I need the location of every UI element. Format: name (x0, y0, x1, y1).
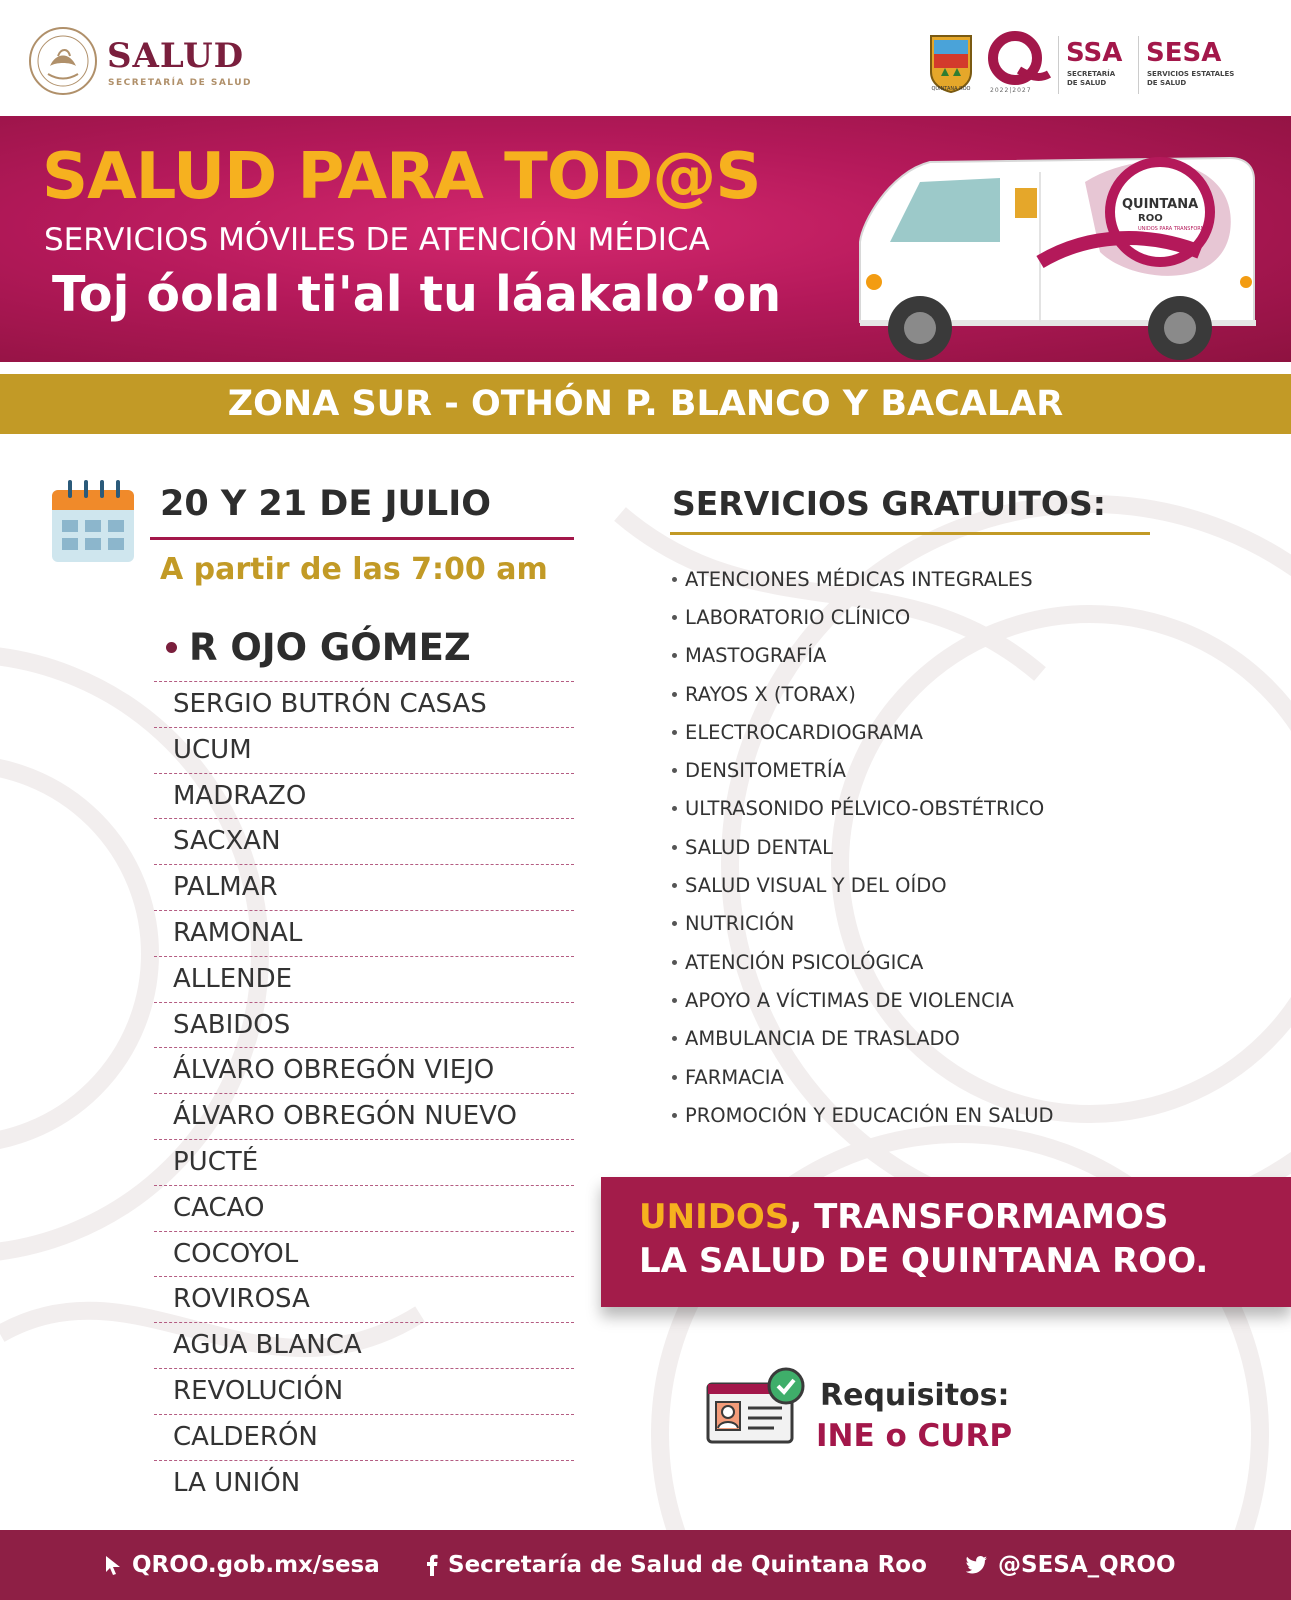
date-divider (150, 537, 574, 540)
footer-facebook[interactable] (426, 1552, 927, 1578)
location-item (154, 727, 574, 773)
bullet-icon (672, 1036, 677, 1041)
service-item-label: ATENCIONES MÉDICAS INTEGRALES (685, 567, 1033, 591)
brand-sesa-subtitle-1: SERVICIOS ESTATALES (1147, 70, 1235, 78)
service-item-label: MASTOGRAFÍA (685, 644, 827, 668)
brand-ssa-subtitle (1067, 70, 1115, 88)
location-item (154, 1460, 574, 1506)
zone-text: ZONA SUR - OTHÓN P. BLANCO Y BACALAR (227, 384, 1064, 424)
location-item (154, 956, 574, 1002)
id-card-check-icon (704, 1366, 808, 1448)
brand-ssa-subtitle-1: SECRETARÍA (1067, 70, 1116, 78)
bullet-icon (672, 768, 677, 773)
service-item (672, 828, 1252, 866)
footer-twitter-label: @SESA_QROO (998, 1552, 1176, 1578)
event-date: 20 Y 21 DE JULIO (160, 484, 491, 524)
location-item (154, 681, 574, 727)
service-item (672, 981, 1252, 1019)
location-item (154, 1093, 574, 1139)
service-item-label: LABORATORIO CLÍNICO (685, 605, 911, 629)
bullet-icon (166, 642, 177, 653)
brand-separator (1058, 36, 1059, 94)
location-item (154, 1185, 574, 1231)
slogan-line-2: LA SALUD DE QUINTANA ROO. (639, 1241, 1209, 1281)
location-featured-label: R OJO GÓMEZ (189, 626, 471, 669)
requirements-label: Requisitos: (820, 1378, 1010, 1413)
location-item (154, 1368, 574, 1414)
services-divider (670, 532, 1150, 535)
mexico-seal-icon (28, 26, 98, 96)
location-item-label: REVOLUCIÓN (173, 1375, 344, 1406)
bullet-icon (672, 845, 677, 850)
service-item-label: ULTRASONIDO PÉLVICO-OBSTÉTRICO (685, 797, 1045, 821)
van-logo-title: QUINTANA (1122, 197, 1199, 212)
twitter-icon (966, 1556, 988, 1574)
bullet-icon (672, 692, 677, 697)
location-item (154, 1231, 574, 1277)
location-item (154, 910, 574, 956)
footer-facebook-label: Secretaría de Salud de Quintana Roo (448, 1552, 927, 1578)
bullet-icon (672, 730, 677, 735)
event-time: A partir de las 7:00 am (160, 552, 548, 587)
location-item-label: CACAO (173, 1192, 265, 1223)
location-item-label: PUCTÉ (173, 1146, 259, 1177)
service-item-label: APOYO A VÍCTIMAS DE VIOLENCIA (685, 988, 1014, 1012)
service-item (672, 560, 1252, 598)
location-item-label: PALMAR (173, 872, 278, 903)
location-item-label: ÁLVARO OBREGÓN NUEVO (173, 1101, 517, 1132)
slogan-line-1 (639, 1197, 1168, 1237)
zone-bar (0, 374, 1291, 434)
brand-sesa-subtitle (1147, 70, 1234, 88)
location-item (154, 818, 574, 864)
footer-twitter[interactable] (966, 1552, 1176, 1578)
brand-sesa-subtitle-2: DE SALUD (1147, 79, 1187, 87)
service-item (672, 637, 1252, 675)
location-item-label: AGUA BLANCA (173, 1330, 362, 1361)
footer (0, 1530, 1291, 1600)
service-item-label: ATENCIÓN PSICOLÓGICA (685, 950, 924, 974)
brand-ssa-title: SSA (1066, 38, 1123, 68)
service-item (672, 905, 1252, 943)
location-item-label: SERGIO BUTRÓN CASAS (173, 689, 487, 719)
service-item (672, 1096, 1252, 1134)
slogan-line-1-rest: , TRANSFORMAMOS (789, 1197, 1169, 1237)
location-item-label: UCUM (173, 734, 252, 765)
service-item-label: ELECTROCARDIOGRAMA (685, 720, 923, 744)
service-item (672, 943, 1252, 981)
service-item-label: SALUD DENTAL (685, 835, 833, 859)
service-item-label: PROMOCIÓN Y EDUCACIÓN EN SALUD (685, 1103, 1054, 1127)
facebook-icon (426, 1554, 438, 1576)
bullet-icon (672, 806, 677, 811)
location-list (154, 681, 574, 1505)
services-list (672, 560, 1252, 1134)
gov-name: SALUD (107, 36, 245, 76)
service-item-label: DENSITOMETRÍA (685, 759, 847, 783)
service-item-label: SALUD VISUAL Y DEL OÍDO (685, 874, 947, 898)
location-item-label: COCOYOL (173, 1238, 299, 1269)
bullet-icon (672, 998, 677, 1003)
brand-separator (1138, 36, 1139, 94)
location-item-label: ALLENDE (173, 963, 293, 994)
qroo-q-logo-icon (985, 30, 1051, 92)
location-item (154, 1047, 574, 1093)
location-item (154, 1276, 574, 1322)
brand-ssa-subtitle-2: DE SALUD (1067, 79, 1107, 87)
service-item-label: RAYOS X (TORAX) (685, 682, 856, 706)
bullet-icon (672, 1075, 677, 1080)
brand-sesa-title: SESA (1146, 38, 1222, 68)
location-item-label: SACXAN (173, 826, 281, 857)
bullet-icon (672, 960, 677, 965)
location-item (154, 864, 574, 910)
location-featured (166, 626, 471, 669)
slogan-box (601, 1177, 1291, 1307)
location-item-label: ÁLVARO OBREGÓN VIEJO (173, 1055, 495, 1086)
banner-title: SALUD PARA TOD@S (42, 140, 761, 214)
location-item-label: LA UNIÓN (173, 1467, 301, 1498)
service-item (672, 866, 1252, 904)
service-item-label: NUTRICIÓN (685, 912, 795, 936)
van-logo-title-2: ROO (1138, 213, 1163, 224)
bullet-icon (672, 577, 677, 582)
van-logo-sub: UNIDOS PARA TRANSFORMAR (1138, 226, 1212, 232)
cursor-icon (104, 1555, 122, 1575)
location-item (154, 1139, 574, 1185)
service-item (672, 713, 1252, 751)
bullet-icon (672, 615, 677, 620)
slogan-highlight: UNIDOS (639, 1197, 790, 1237)
qroo-years: 2022|2027 (990, 87, 1032, 94)
location-item-label: CALDERÓN (173, 1421, 318, 1452)
location-item (154, 1414, 574, 1460)
header (0, 0, 1291, 116)
requirements-value: INE o CURP (816, 1418, 1013, 1454)
location-item-label: RAMONAL (173, 917, 303, 948)
location-item (154, 1002, 574, 1048)
location-item-label: SABIDOS (173, 1009, 291, 1040)
service-item (672, 1058, 1252, 1096)
service-item (672, 790, 1252, 828)
banner-subtitle: SERVICIOS MÓVILES DE ATENCIÓN MÉDICA (44, 222, 710, 258)
service-item (672, 675, 1252, 713)
services-title: SERVICIOS GRATUITOS: (672, 484, 1106, 523)
service-item (672, 751, 1252, 789)
service-item-label: FARMACIA (685, 1065, 784, 1089)
gov-subtitle: SECRETARÍA DE SALUD (108, 78, 252, 88)
qroo-caption: QUINTANA ROO (931, 86, 971, 92)
location-item-label: ROVIROSA (173, 1284, 310, 1315)
footer-website[interactable] (104, 1552, 380, 1578)
location-item (154, 773, 574, 819)
service-item (672, 1020, 1252, 1058)
bullet-icon (672, 1113, 677, 1118)
footer-website-label: QROO.gob.mx/sesa (132, 1552, 380, 1578)
mobile-van-icon (850, 132, 1270, 360)
location-item (154, 1322, 574, 1368)
service-item-label: AMBULANCIA DE TRASLADO (685, 1027, 960, 1051)
banner-maya-text: Toj óolal ti'al tu láakalo’on (52, 266, 782, 323)
calendar-icon (48, 478, 138, 566)
qroo-shield-icon (928, 32, 974, 94)
bullet-icon (672, 653, 677, 658)
location-item-label: MADRAZO (173, 780, 307, 811)
hero-banner (0, 116, 1291, 362)
service-item (672, 598, 1252, 636)
bullet-icon (672, 921, 677, 926)
bullet-icon (672, 883, 677, 888)
